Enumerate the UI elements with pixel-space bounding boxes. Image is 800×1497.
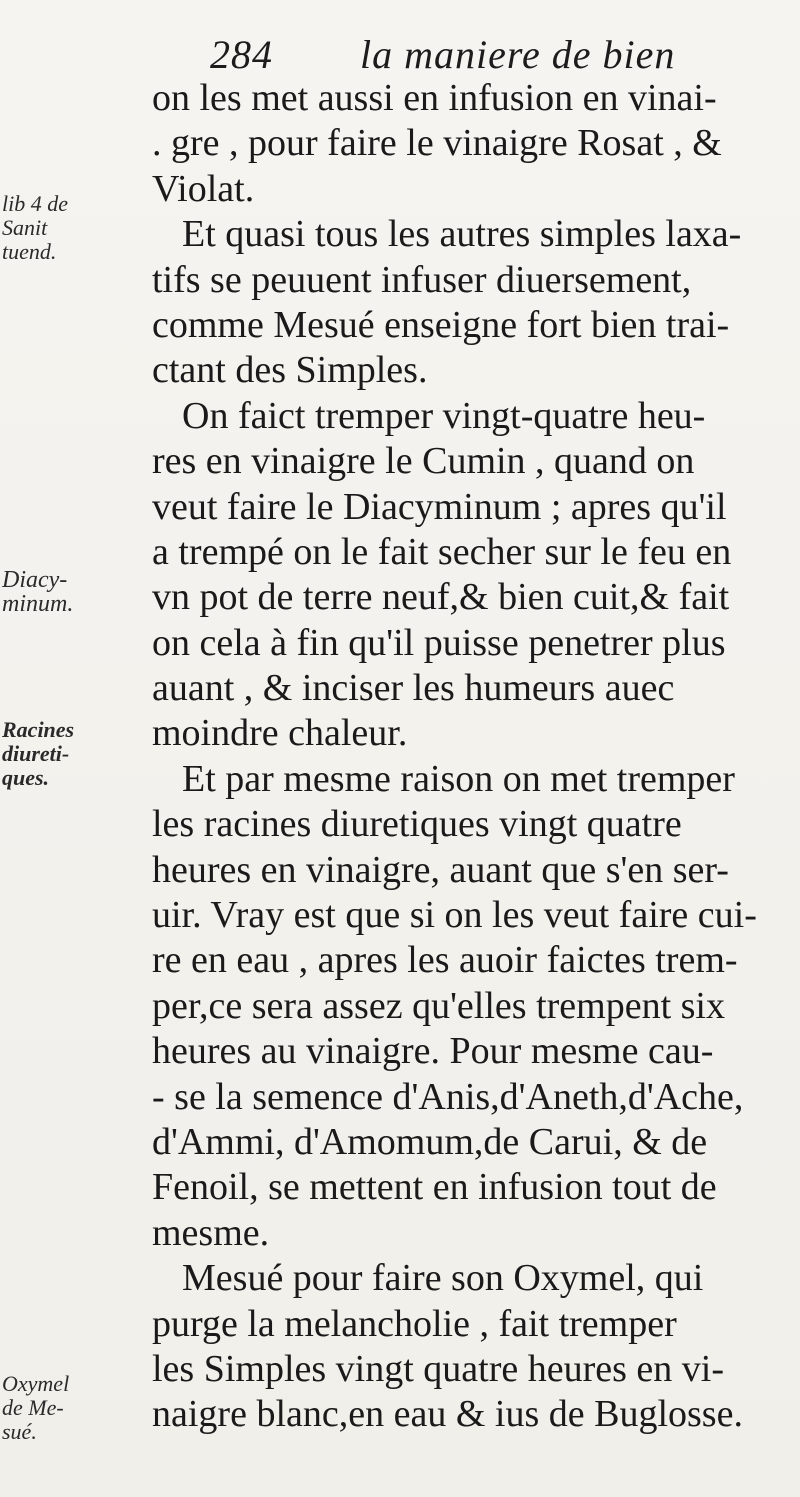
text-line: d'Ammi, d'Amomum,de Carui, & de <box>152 1120 708 1163</box>
text-line: Fenoil, se mettent en infusion tout de <box>152 1166 717 1209</box>
margin-note-line: diureti- <box>2 741 70 766</box>
margin-note-line: tuend. <box>2 239 57 264</box>
text-line: uir. Vray est que si on les veut faire cui- <box>152 894 757 937</box>
text-line: purge la melancholie , fait tremper <box>152 1302 677 1345</box>
text-line: - se la semence d'Anis,d'Aneth,d'Ache, <box>152 1075 744 1118</box>
text-line: mesme. <box>152 1211 270 1254</box>
text-line: ctant des Simples. <box>152 349 428 392</box>
page-header <box>210 30 770 80</box>
text-line: Et quasi tous les autres simples laxa- <box>182 213 742 256</box>
text-line: Violat. <box>152 167 255 210</box>
margin-note-line: de Me- <box>2 1395 64 1420</box>
text-line: tifs se peuuent infuser diuersement, <box>152 258 692 301</box>
margin-note-line: Sanit <box>2 215 48 240</box>
text-line: heures en vinaigre, auant que s'en ser- <box>152 848 729 891</box>
text-line: comme Mesué enseigne fort bien trai- <box>152 303 730 346</box>
body-text <box>152 76 792 1438</box>
text-line: Mesué pour faire son Oxymel, qui <box>182 1257 704 1300</box>
text-line: . gre , pour faire le vinaigre Rosat , & <box>152 122 722 165</box>
text-line: per,ce sera assez qu'elles trempent six <box>152 984 725 1027</box>
text-line: on les met aussi en infusion en vinai- <box>152 77 717 119</box>
text-line: les Simples vingt quatre heures en vi- <box>152 1347 724 1390</box>
text-line: res en vinaigre le Cumin , quand on <box>152 440 695 483</box>
running-head: la maniere de bien <box>360 32 676 77</box>
text-line: a trempé on le fait secher sur le feu en <box>152 530 732 573</box>
text-line: naigre blanc,en eau & ius de Buglosse. <box>152 1393 743 1436</box>
margin-note-line: sué. <box>2 1419 37 1444</box>
text-line: vn pot de terre neuf,& bien cuit,& fait <box>152 576 730 619</box>
margin-note-line: ques. <box>2 765 50 790</box>
text-line: les racines diuretiques vingt quatre <box>152 803 682 846</box>
text-line: Et par mesme raison on met tremper <box>182 757 735 800</box>
text-line: moindre chaleur. <box>152 712 408 755</box>
margin-note-diacyminum <box>2 568 102 616</box>
margin-note-line: minum. <box>2 591 74 617</box>
text-line: auant , & inciser les humeurs auec <box>152 667 675 710</box>
margin-note-racines <box>2 718 102 790</box>
text-line: re en eau , apres les auoir faictes trem- <box>152 939 738 982</box>
text-line: On faict tremper vingt-quatre heu- <box>182 394 706 437</box>
text-line: heures au vinaigre. Pour mesme cau- <box>152 1030 714 1073</box>
text-line: veut faire le Diacyminum ; apres qu'il <box>152 485 727 528</box>
text-line: on cela à fin qu'il puisse penetrer plus <box>152 621 726 664</box>
margin-note-oxymel <box>2 1372 102 1444</box>
page-number: 284 <box>210 32 273 77</box>
margin-note-line: Racines <box>2 717 75 742</box>
margin-note-lib4 <box>2 192 102 264</box>
margin-note-line: Oxymel <box>2 1371 70 1396</box>
margin-note-line: lib 4 de <box>2 191 68 216</box>
margin-note-line: Diacy- <box>2 567 68 593</box>
